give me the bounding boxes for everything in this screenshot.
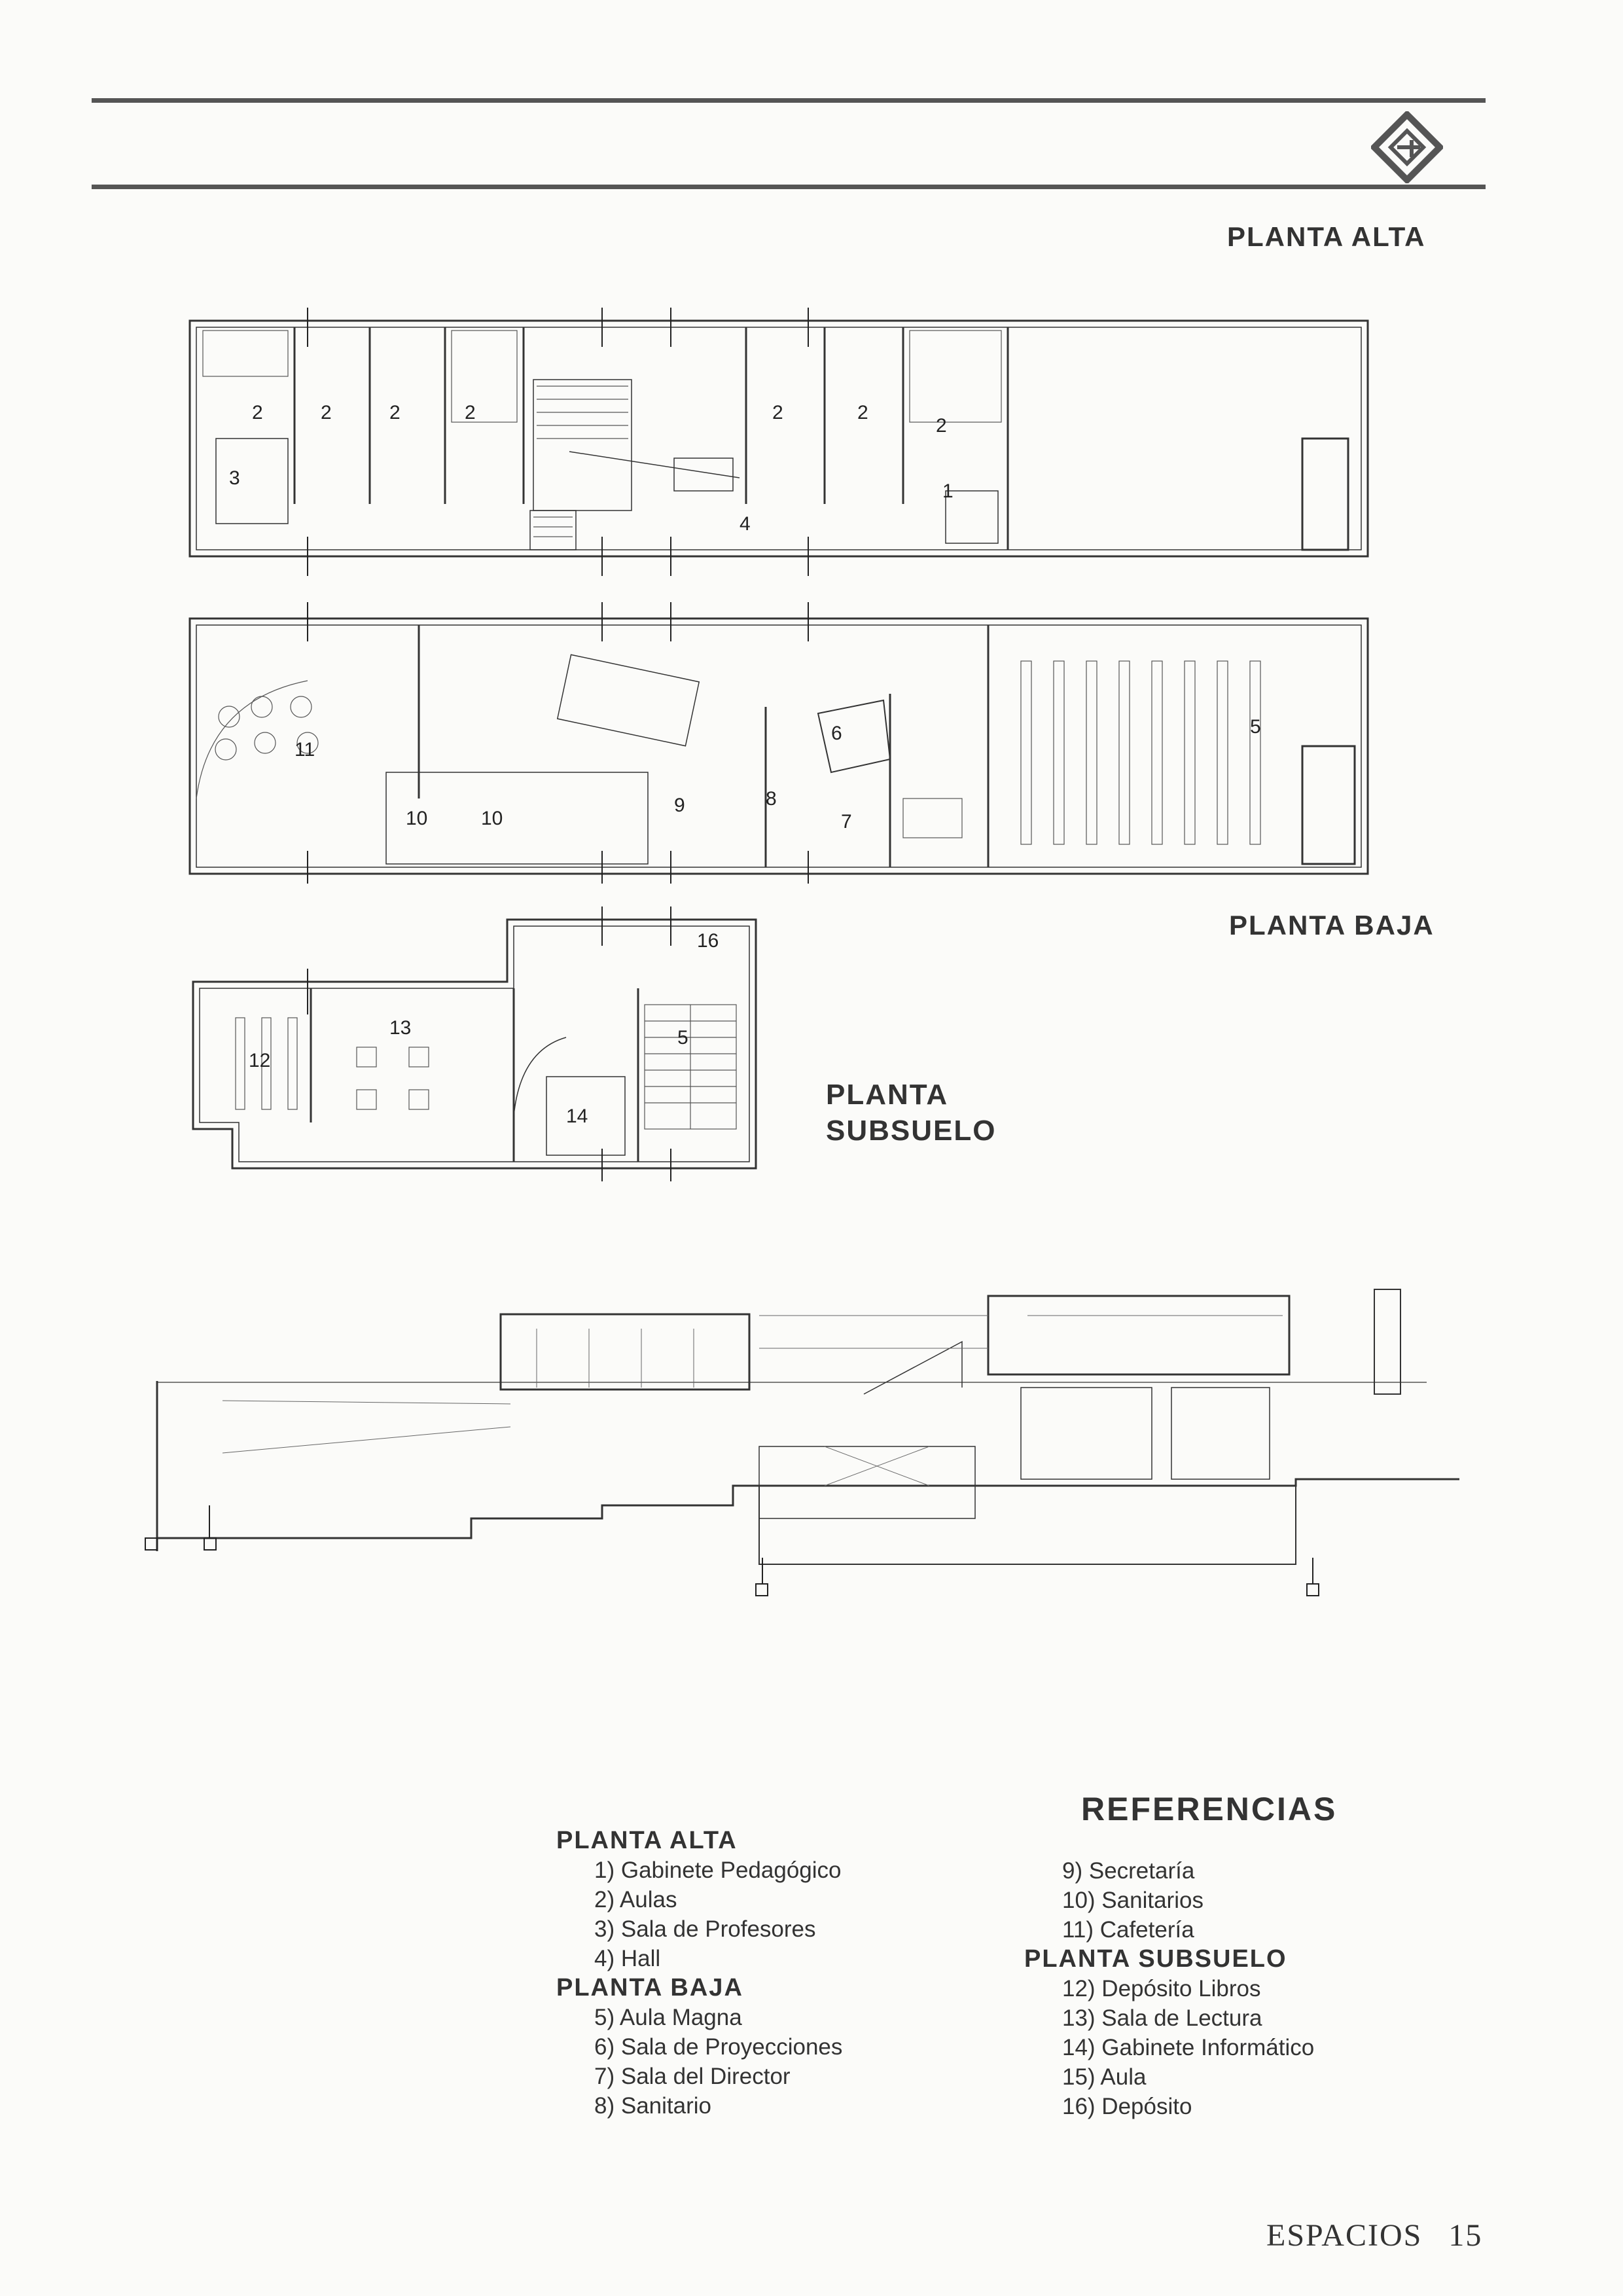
building-section-drawing	[144, 1270, 1518, 1610]
references-title: REFERENCIAS	[1081, 1791, 1338, 1827]
plan-number: 2	[389, 402, 401, 423]
plan-number: 1	[942, 480, 954, 502]
plan-number: 5	[1250, 716, 1261, 738]
plan-number: 2	[936, 415, 947, 437]
references-heading: PLANTA SUBSUELO	[1024, 1945, 1287, 1973]
reference-item: 12) Depósito Libros	[1062, 1976, 1261, 2001]
references-heading: PLANTA BAJA	[556, 1974, 743, 2001]
plan-number: 12	[249, 1050, 271, 1071]
reference-item: 14) Gabinete Informático	[1062, 2035, 1315, 2060]
plan-number: 2	[857, 402, 868, 423]
plan-number: 2	[465, 402, 476, 423]
reference-item: 10) Sanitarios	[1062, 1888, 1204, 1913]
reference-item: 8) Sanitario	[594, 2093, 711, 2119]
plan-number: 2	[252, 402, 263, 423]
reference-item: 15) Aula	[1062, 2064, 1147, 2090]
reference-item: 11) Cafetería	[1062, 1917, 1194, 1943]
plan-number: 13	[389, 1017, 412, 1039]
plan-number: 2	[772, 402, 783, 423]
reference-item: 16) Depósito	[1062, 2094, 1192, 2119]
reference-item: 2) Aulas	[594, 1887, 677, 1912]
page-footer	[1266, 2217, 1482, 2253]
plan-number: 11	[294, 739, 315, 761]
institution-logo-icon	[1371, 111, 1443, 183]
plan-number: 10	[406, 808, 428, 829]
plan-number: 4	[740, 513, 751, 535]
plan-number: 9	[674, 795, 685, 816]
plan-number: 8	[766, 788, 777, 810]
reference-item: 9) Secretaría	[1062, 1858, 1195, 1884]
reference-item: 3) Sala de Profesores	[594, 1916, 816, 1942]
magazine-name: ESPACIOS	[1266, 2218, 1423, 2253]
references-left-column	[556, 1826, 842, 2121]
planta-subsuelo-plan	[167, 906, 782, 1181]
reference-item: 6) Sala de Proyecciones	[594, 2034, 843, 2060]
reference-item: 5) Aula Magna	[594, 2005, 742, 2030]
planta-baja-label: PLANTA BAJA	[1229, 910, 1435, 941]
plan-number: 3	[229, 467, 240, 489]
reference-item: 4) Hall	[594, 1946, 661, 1971]
plan-number: 7	[841, 811, 852, 833]
plan-number: 2	[321, 402, 332, 423]
plan-number: 6	[831, 723, 842, 744]
reference-item: 7) Sala del Director	[594, 2064, 791, 2089]
plan-number: 5	[677, 1027, 688, 1049]
top-rule	[92, 98, 1486, 103]
planta-alta-label: PLANTA ALTA	[1227, 221, 1426, 252]
planta-alta-plan	[177, 308, 1381, 576]
reference-item: 13) Sala de Lectura	[1062, 2005, 1262, 2031]
planta-subsuelo-label-line1: PLANTA	[826, 1079, 949, 1111]
reference-item: 1) Gabinete Pedagógico	[594, 1857, 842, 1883]
planta-baja-plan	[111, 602, 1381, 884]
bottom-rule	[92, 185, 1486, 189]
plan-number: 14	[566, 1105, 588, 1127]
plan-number: 10	[481, 808, 503, 829]
page-number: 15	[1448, 2218, 1483, 2253]
plan-number: 16	[697, 930, 719, 952]
planta-subsuelo-label-line2: SUBSUELO	[826, 1115, 997, 1147]
references-right-column	[1024, 1856, 1314, 2121]
references-heading: PLANTA ALTA	[556, 1827, 738, 1854]
